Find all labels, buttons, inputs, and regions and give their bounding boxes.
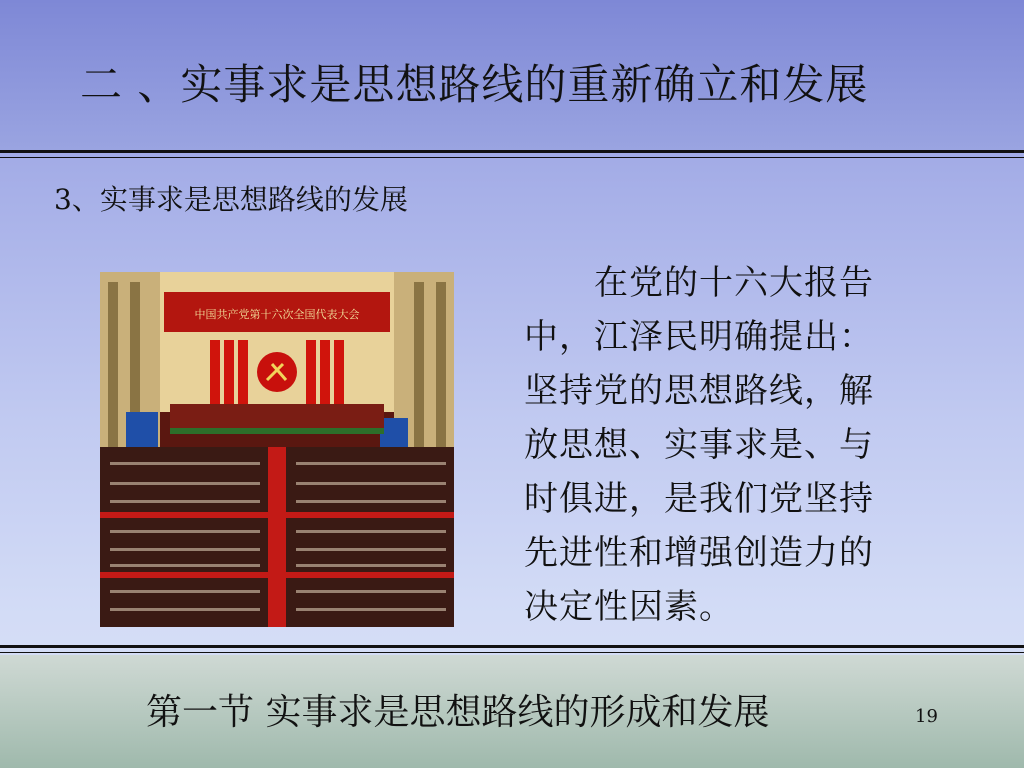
header-divider-thin [0, 157, 1024, 158]
photo-banner-text: 中国共产党第十六次全国代表大会 [194, 308, 360, 321]
body-line: 中，江泽民明确提出： [524, 317, 874, 357]
party-emblem-icon [257, 352, 297, 392]
section-subtitle: 3、实事求是思想路线的发展 [54, 183, 408, 216]
congress-hall-photo [100, 272, 454, 627]
header-divider [0, 150, 1024, 153]
body-line: 放思想、实事求是、与 [524, 425, 874, 465]
page-number: 19 [915, 706, 938, 727]
body-line: 时俱进，是我们党坚持 [524, 479, 874, 519]
footer-title: 第一节 实事求是思想路线的形成和发展 [146, 692, 770, 733]
body-line: 在党的十六大报告 [524, 263, 874, 303]
slide-title: 二 、实事求是思想路线的重新确立和发展 [80, 60, 869, 109]
footer-divider [0, 645, 1024, 648]
footer-divider-thin [0, 652, 1024, 653]
body-line: 坚持党的思想路线，解 [524, 371, 874, 411]
body-line: 决定性因素。 [524, 587, 734, 627]
body-paragraph [524, 256, 924, 634]
body-line: 先进性和增强创造力的 [524, 533, 874, 573]
